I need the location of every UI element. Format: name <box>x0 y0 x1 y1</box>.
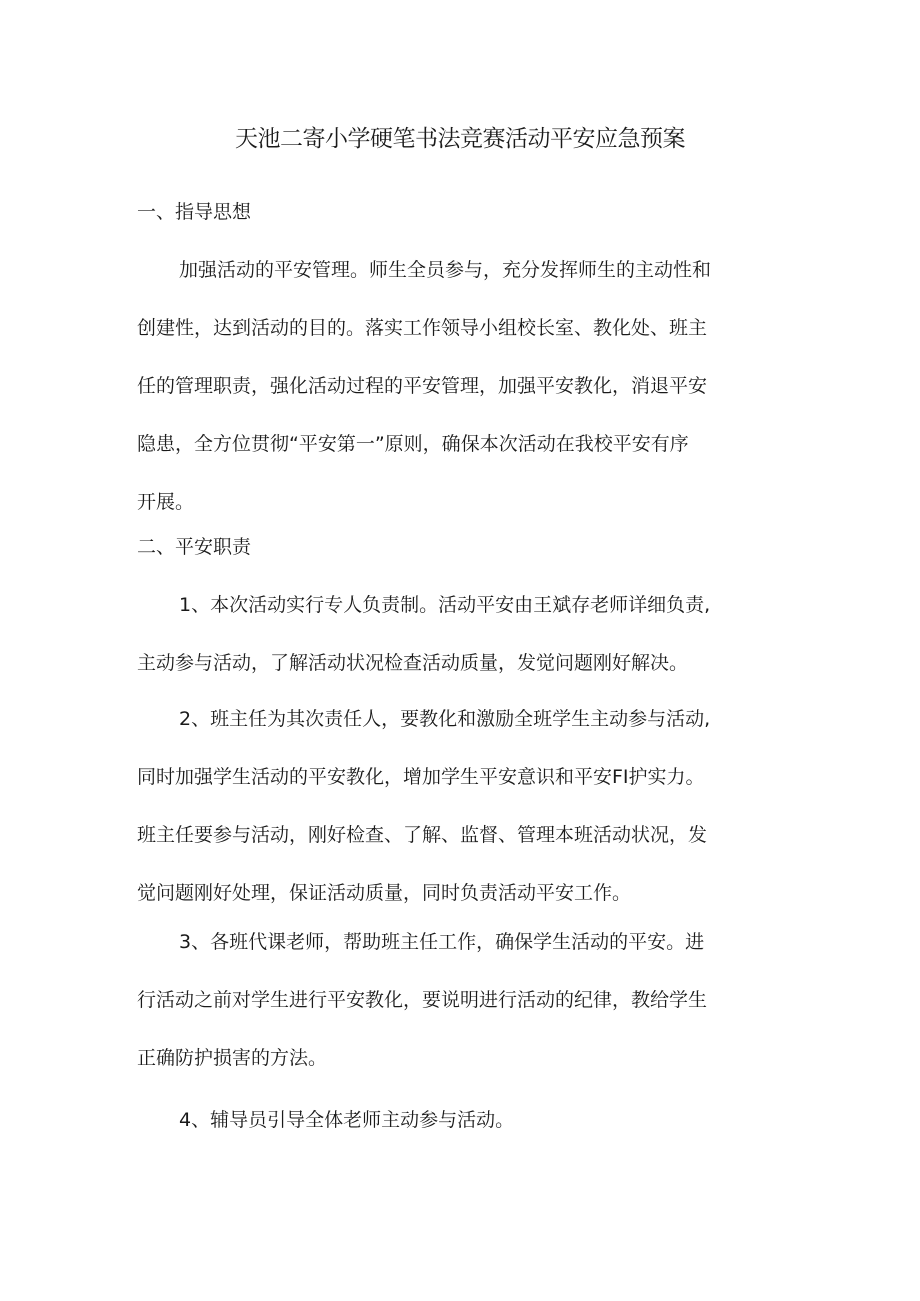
paragraph-guiding-ideology <box>137 256 787 516</box>
duty-item-1 <box>137 591 787 677</box>
paragraph-line: 行活动之前对学生进行平安教化，要说明进行活动的纪律，教给学生 <box>137 989 708 1011</box>
paragraph-line: 1、本次活动实行专人负责制。活动平安由王斌存老师详细负责, <box>179 594 711 616</box>
section-heading-guiding-ideology: 一、指导思想 <box>137 201 252 223</box>
paragraph-line: 4、辅导员引导全体老师主动参与活动。 <box>179 1109 515 1131</box>
paragraph-line: 加强活动的平安管理。师生全员参与，充分发挥师生的主动性和 <box>179 259 712 281</box>
paragraph-line: 3、各班代课老师，帮助班主任工作，确保学生活动的平安。进 <box>179 931 705 953</box>
document-title: 天池二寄小学硬笔书法竞赛活动平安应急预案 <box>235 126 685 152</box>
duty-item-2 <box>137 705 787 907</box>
paragraph-line: 2、班主任为其次责任人，要教化和激励全班学生主动参与活动, <box>179 708 711 730</box>
duty-item-3 <box>137 928 787 1072</box>
paragraph-line: 班主任要参与活动，刚好检查、了解、监督、管理本班活动状况，发 <box>137 824 708 846</box>
section-heading-safety-duties: 二、平安职责 <box>137 536 252 558</box>
paragraph-line: 创建性，达到活动的目的。落实工作领导小组校长室、教化处、班主 <box>137 317 708 339</box>
paragraph-line: 主动参与活动，了解活动状况检查活动质量，发觉问题刚好解决。 <box>137 652 689 674</box>
paragraph-line: 觉问题刚好处理，保证活动质量，同时负责活动平安工作。 <box>137 882 632 904</box>
paragraph-line: 任的管理职责，强化活动过程的平安管理，加强平安教化，消退平安 <box>137 375 708 397</box>
paragraph-line: 开展。 <box>137 491 195 513</box>
paragraph-line: 隐患，全方位贯彻“平安第一”原则，确保本次活动在我校平安有序 <box>137 433 689 455</box>
paragraph-line: 正确防护损害的方法。 <box>137 1047 328 1069</box>
paragraph-line: 同时加强学生活动的平安教化，增加学生平安意识和平安FI护实力。 <box>137 766 705 788</box>
duty-item-4 <box>137 1106 787 1134</box>
